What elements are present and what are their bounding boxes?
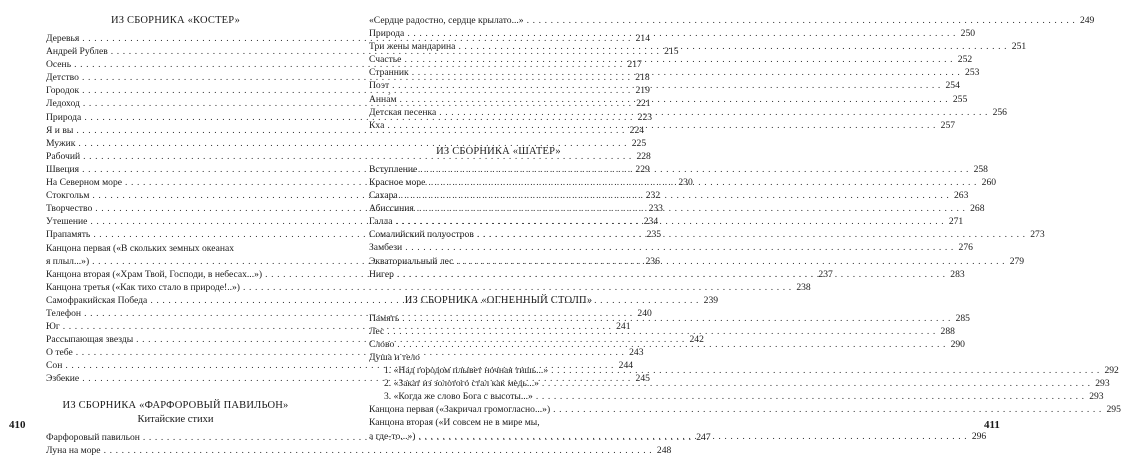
toc-entry-page: 293 xyxy=(1089,391,1104,403)
toc-entry-page: 237 xyxy=(818,268,833,280)
toc-entry[interactable] xyxy=(46,137,647,150)
toc-entry-title: Странник xyxy=(369,67,409,79)
toc-entry-title: Осень xyxy=(46,59,72,71)
toc-entry[interactable] xyxy=(46,444,672,457)
toc-entry-title: Сон xyxy=(46,360,63,372)
toc-entry[interactable] xyxy=(369,351,628,364)
dot-leader xyxy=(405,241,954,254)
toc-entry-page: 225 xyxy=(631,137,647,149)
dot-leader xyxy=(420,163,969,176)
toc-entry-page: 233 xyxy=(648,203,663,215)
toc-entry-page: 239 xyxy=(703,294,719,306)
dot-leader xyxy=(551,364,1100,377)
toc-entry-page: 232 xyxy=(645,190,661,202)
toc-entry-page: 215 xyxy=(664,46,679,58)
section-heading: ИЗ СБОРНИКА «ФАРФОРОВЫЙ ПАВИЛЬОН» xyxy=(62,399,289,411)
toc-entry-page: 224 xyxy=(629,124,645,136)
dot-leader xyxy=(553,403,1102,416)
dot-leader xyxy=(395,215,944,228)
toc-entry-page: 253 xyxy=(965,67,980,79)
toc-entry[interactable] xyxy=(369,403,1121,416)
dot-leader xyxy=(387,325,936,338)
toc-entry-page: 273 xyxy=(1030,229,1045,241)
toc-entry-page: 252 xyxy=(957,54,973,66)
dot-leader xyxy=(477,228,1026,241)
dot-leader xyxy=(401,189,950,202)
toc-entry-page: 251 xyxy=(1011,41,1027,53)
toc-entry-page: 214 xyxy=(635,33,651,44)
dot-leader xyxy=(407,27,956,40)
toc-entry-title: Швеция xyxy=(46,163,80,175)
dot-leader xyxy=(412,66,961,79)
toc-entry-page: 247 xyxy=(696,431,711,443)
toc-entry-page: 245 xyxy=(635,373,650,385)
toc-entry-title: 3. «Когда же слово Бога с высоты...» xyxy=(384,391,533,403)
toc-entry-page: 260 xyxy=(981,176,997,188)
dot-leader xyxy=(542,377,1091,390)
toc-entry-page: 285 xyxy=(955,312,970,324)
toc-entry-title: Деревья xyxy=(46,33,80,44)
toc-entry-page: 250 xyxy=(960,28,976,40)
dot-leader xyxy=(458,40,1007,53)
section-heading: ИЗ СБОРНИКА «ШАТЕР» xyxy=(436,145,561,157)
toc-entry[interactable] xyxy=(369,325,955,338)
toc-entry-page: 283 xyxy=(950,268,965,280)
toc-entry-title: Канцона первая («Закричал громогласно...») xyxy=(369,404,551,416)
left-page-number: 410 xyxy=(9,419,26,431)
toc-entry-page: 223 xyxy=(637,111,653,123)
toc-entry-title: а где-то...») xyxy=(369,430,416,442)
toc-entry-page: 218 xyxy=(635,72,650,84)
toc-entry-page: 240 xyxy=(637,307,652,319)
section-subheading: Китайские стихи xyxy=(137,413,214,425)
toc-entry-page: 229 xyxy=(635,163,650,175)
toc-entry-title: Экваториальный лес xyxy=(369,255,454,267)
toc-entry-page: 221 xyxy=(636,98,651,110)
toc-entry-title: Нигер xyxy=(369,268,394,280)
toc-entry-page: 279 xyxy=(1009,255,1025,267)
toc-entry-title: Абиссиния xyxy=(369,203,414,215)
section-gap xyxy=(369,132,628,145)
toc-entry[interactable] xyxy=(46,242,305,255)
toc-entry-title: Утешение xyxy=(46,216,88,228)
toc-entry-title: Три жены мандарина xyxy=(369,41,456,53)
section-gap xyxy=(369,281,628,294)
toc-entry[interactable] xyxy=(369,390,1104,403)
toc-entry-page: 242 xyxy=(689,334,704,346)
toc-entry-page: 219 xyxy=(635,85,650,97)
toc-entry[interactable] xyxy=(46,281,811,294)
toc-entry-title: «Сердце радостно, сердце крылато...» xyxy=(369,15,524,26)
toc-entry[interactable] xyxy=(369,241,973,254)
toc-entry-title: Стокгольм xyxy=(46,190,90,202)
toc-entry-page: 256 xyxy=(992,106,1007,118)
dot-leader xyxy=(387,119,936,132)
toc-entry-title: Детство xyxy=(46,72,79,84)
toc-entry-title: Кха xyxy=(369,119,385,131)
toc-entry-title: Канцона вторая («И совсем не в мире мы, xyxy=(369,417,540,429)
dot-leader xyxy=(417,202,966,215)
toc-entry-title: 1. «Над городом плывет ночная тишь...» xyxy=(384,365,549,377)
dot-leader xyxy=(404,53,953,66)
toc-entry-page: 296 xyxy=(971,430,987,442)
dot-leader xyxy=(527,14,1076,27)
toc-entry-title: Телефон xyxy=(46,307,82,319)
toc-entry-title: 2. «Закат из золотого стал как медь...» xyxy=(384,378,539,390)
toc-entry-page: 258 xyxy=(973,163,988,175)
toc-entry-title: Красное море xyxy=(369,176,426,188)
toc-entry-page: 241 xyxy=(616,321,631,333)
toc-entry-title: Слово xyxy=(369,338,395,350)
toc-entry-page: 295 xyxy=(1106,404,1121,416)
toc-entry-title: Сахара xyxy=(369,190,398,202)
toc-entry-title: Природа xyxy=(369,28,405,40)
toc-entry-title: Счастье xyxy=(369,54,402,66)
toc-entry-title: Юг xyxy=(46,321,60,333)
toc-entry-title: Прапамять xyxy=(46,229,91,241)
right-page-number: 411 xyxy=(984,419,1000,431)
toc-entry-title: Канцона вторая («Храм Твой, Господи, в небесах...») xyxy=(46,268,263,280)
toc-entry-title: Сомалийский полуостров xyxy=(369,229,474,241)
toc-entry-page: 290 xyxy=(950,338,965,350)
toc-entry-page: 235 xyxy=(646,229,662,241)
toc-entry-title: Канцона первая («В скольких земных океанах xyxy=(46,242,235,254)
toc-entry-title: Канцона третья («Как тихо стало в природе!..») xyxy=(46,281,240,293)
dot-leader xyxy=(397,268,946,281)
toc-entry-title: Рабочий xyxy=(46,150,81,162)
toc-entry-title: Вступление xyxy=(369,163,418,175)
toc-entry-page: 288 xyxy=(940,325,955,337)
toc-entry-title: На Северном море xyxy=(46,177,123,189)
toc-entry-page: 248 xyxy=(656,444,672,456)
toc-entry-page: 228 xyxy=(636,150,651,162)
dot-leader xyxy=(456,255,1005,268)
toc-entry-page: 230 xyxy=(678,177,693,189)
toc-entry-title: Замбези xyxy=(369,242,403,254)
toc-entry-page: 276 xyxy=(958,242,973,254)
toc-entry-title: Рассыпающая звезды xyxy=(46,334,134,346)
toc-entry-title: Я и вы xyxy=(46,124,74,136)
toc-entry-page: 292 xyxy=(1104,365,1119,377)
toc-entry-title: Память xyxy=(369,312,400,324)
toc-entry-page: 244 xyxy=(618,360,634,372)
section-heading: ИЗ СБОРНИКА «ОГНЕННЫЙ СТОЛП» xyxy=(404,294,593,306)
toc-entry-title: Андрей Рублев xyxy=(46,46,108,58)
toc-entry-title: Фарфоровый павильон xyxy=(46,431,140,443)
toc-entry-title: О тебе xyxy=(46,347,73,359)
toc-entry-title: я плыл...») xyxy=(46,255,90,267)
toc-entry-title: Творчество xyxy=(46,203,93,215)
toc-entry-title: Лес xyxy=(369,325,385,337)
toc-entry-page: 255 xyxy=(952,93,968,105)
dot-leader xyxy=(397,338,946,351)
toc-entry-page: 254 xyxy=(945,80,960,92)
toc-entry[interactable] xyxy=(369,14,1095,27)
toc-entry-title: Поэт xyxy=(369,80,390,92)
dot-leader xyxy=(392,79,941,92)
toc-entry-page: 293 xyxy=(1095,378,1110,390)
toc-entry-page: 234 xyxy=(643,216,659,228)
toc-entry-title: Анна́м xyxy=(369,93,397,105)
toc-entry-page: 263 xyxy=(953,190,969,202)
dot-leader xyxy=(402,312,951,325)
toc-entry-page: 217 xyxy=(627,59,642,71)
section-gap xyxy=(46,386,305,399)
dot-leader xyxy=(419,430,968,443)
toc-entry-title: Галла xyxy=(369,216,393,228)
toc-entry-page: 249 xyxy=(1079,15,1095,26)
toc-entry-page: 271 xyxy=(948,216,964,228)
toc-entry-title: Природа xyxy=(46,111,82,123)
toc-entry-title: Луна на море xyxy=(46,444,101,456)
toc-entry-title: Детская песенка xyxy=(369,106,437,118)
toc-entry-title: Душа и тело xyxy=(369,351,420,363)
toc-entry-title: Самофракийская Победа xyxy=(46,294,148,306)
section-heading: ИЗ СБОРНИКА «КОСТЕР» xyxy=(110,15,241,26)
toc-entry-title: Эзбекие xyxy=(46,373,80,385)
dot-leader xyxy=(428,176,977,189)
dot-leader xyxy=(536,390,1085,403)
toc-entry-title: Мужик xyxy=(46,137,76,149)
toc-entry[interactable] xyxy=(369,416,628,429)
dot-leader xyxy=(439,106,988,119)
toc-entry-page: 236 xyxy=(645,255,660,267)
toc-entry-page: 257 xyxy=(940,119,956,131)
dot-leader xyxy=(400,93,949,106)
toc-entry-title: Ледоход xyxy=(46,98,80,110)
toc-entry-title: Городок xyxy=(46,85,80,97)
toc-entry-page: 238 xyxy=(796,281,811,293)
toc-entry-page: 243 xyxy=(629,347,644,359)
toc-entry-page: 268 xyxy=(970,203,985,215)
